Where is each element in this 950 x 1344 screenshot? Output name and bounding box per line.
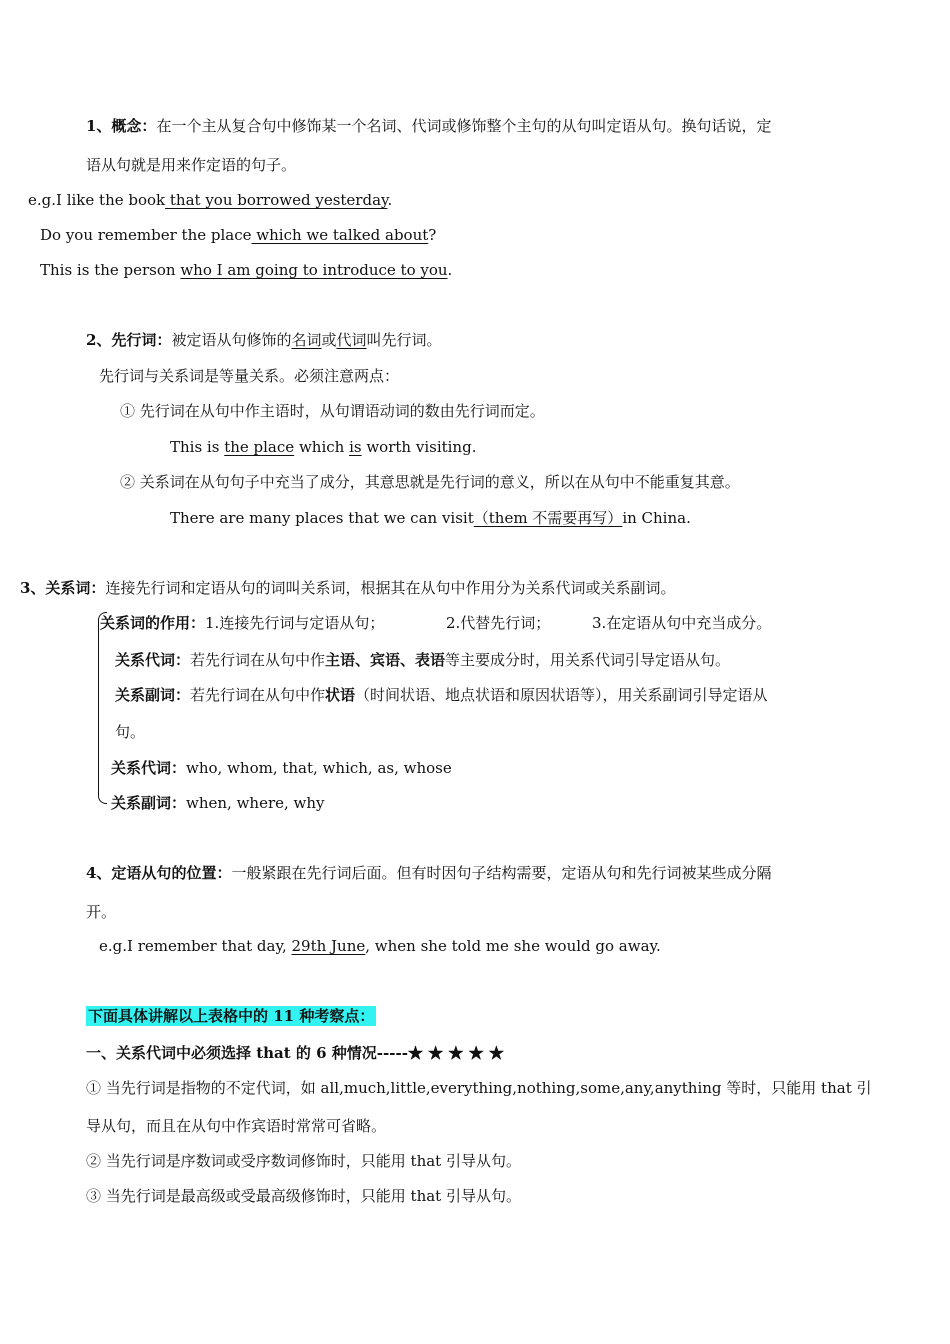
pronoun-text-2: 等主要成分时，用关系代词引导定语从句。 (445, 651, 731, 669)
section-4-example-end: , when she told me she would go away. (365, 937, 661, 955)
example-2-end: ? (428, 226, 437, 244)
section-1-title: 1、概念： (86, 117, 157, 135)
pronoun-text-1: 若先行词在从句中作 (190, 651, 326, 669)
case-1-cont: 导从句，而且在从句中作宾语时常常可省略。 (86, 1117, 387, 1135)
example-2 (40, 225, 436, 245)
point-2-example (170, 508, 691, 528)
relative-pronoun-desc (115, 650, 730, 670)
section-2-line-1 (86, 330, 442, 350)
brace-icon (98, 612, 107, 804)
noun-underlined: 名词 (291, 331, 322, 349)
point-2-example-text: There are many places that we can visit (170, 509, 474, 527)
section-2-title: 2、先行词： (86, 331, 172, 349)
point-1-example-antecedent: the place (224, 438, 295, 456)
point-1: ① 先行词在从句中作主语时，从句谓语动词的数由先行词而定。 (120, 402, 545, 420)
section-1-text: 在一个主从复合句中修饰某一个名词、代词或修饰整个主句的从句叫定语从句。换句话说，定 (156, 117, 772, 135)
adverb-text-2: （时间状语、地点状语和原因状语等），用关系副词引导定语从 (355, 686, 768, 704)
example-3-end: . (447, 261, 453, 279)
example-1-clause: that you borrowed yesterday (165, 191, 388, 209)
adverb-list: when, where, why (186, 794, 325, 812)
relative-adverb-list (111, 793, 325, 813)
section-4-title: 4、定语从句的位置： (86, 864, 232, 882)
pronoun-label: 关系代词： (115, 651, 191, 669)
section-2-end: 叫先行词。 (366, 331, 442, 349)
pronoun-list-label: 关系代词： (111, 759, 187, 777)
highlight-heading (86, 1006, 376, 1026)
section-2-line-2: 先行词与关系词是等量关系。必须注意两点： (99, 367, 400, 385)
section-4-example-date: 29th June (291, 937, 366, 955)
point-2-example-end: in China. (622, 509, 691, 527)
role-3: 3.在定语从句中充当成分。 (592, 614, 772, 632)
relative-adverb-desc (115, 685, 768, 705)
role-1: 1.连接先行词与定语从句； (205, 614, 385, 632)
adverb-list-label: 关系副词： (111, 794, 187, 812)
section-4-line-1 (86, 863, 771, 883)
section-1-text-2: 语从句就是用来作定语的句子。 (86, 156, 297, 174)
case-1: ① 当先行词是指物的不定代词，如 all,much,little,everything,nothing,some,any,anything 等时，只能用 that 引 (86, 1079, 872, 1097)
adverb-text-3: 句。 (115, 723, 146, 741)
adverb-bold: 状语 (325, 686, 356, 704)
example-2-text: Do you remember the place (40, 226, 252, 244)
that-cases-heading: 一、关系代词中必须选择 that 的 6 种情况-----★ ★ ★ ★ ★ (86, 1044, 504, 1062)
point-1-example (170, 437, 476, 457)
pronoun-list: who, whom, that, which, as, whose (186, 759, 452, 777)
pronoun-bold: 主语、宾语、表语 (325, 651, 446, 669)
roles-label: 关系词的作用： (100, 614, 206, 632)
adverb-text-1: 若先行词在从句中作 (190, 686, 326, 704)
section-3-line-1 (20, 578, 675, 598)
relative-word-roles (100, 613, 384, 633)
section-3-text: 连接先行词和定语从句的词叫关系词，根据其在从句中作用分为关系代词或关系副词。 (105, 579, 676, 597)
section-4-text: 一般紧跟在先行词后面。但有时因句子结构需要，定语从句和先行词被某些成分隔 (231, 864, 772, 882)
example-3-clause: who I am going to introduce to you (180, 261, 448, 279)
relative-pronoun-list (111, 758, 452, 778)
example-2-clause: which we talked about (251, 226, 429, 244)
section-4-example (99, 936, 661, 956)
example-1-end: . (387, 191, 393, 209)
section-1-line-1 (86, 116, 771, 136)
point-1-example-end: worth visiting. (361, 438, 477, 456)
role-2: 2.代替先行词； (446, 614, 551, 632)
case-2: ② 当先行词是序数词或受序数词修饰时，只能用 that 引导从句。 (86, 1152, 521, 1170)
example-3 (40, 260, 452, 280)
example-1-text: e.g.I like the book (28, 191, 166, 209)
section-2-or: 或 (321, 331, 337, 349)
adverb-label: 关系副词： (115, 686, 191, 704)
pronoun-underlined: 代词 (336, 331, 367, 349)
point-1-example-verb: is (349, 438, 362, 456)
point-2-example-note: （them 不需要再写） (473, 509, 623, 527)
section-4-example-text: e.g.I remember that day, (99, 937, 292, 955)
case-3: ③ 当先行词是最高级或受最高级修饰时，只能用 that 引导从句。 (86, 1187, 521, 1205)
point-1-example-text: This is (170, 438, 225, 456)
section-2-text: 被定语从句修饰的 (171, 331, 292, 349)
section-3-title: 3、关系词： (20, 579, 106, 597)
point-2: ② 关系词在从句句子中充当了成分，其意思就是先行词的意义，所以在从句中不能重复其意。 (120, 473, 740, 491)
point-1-example-mid: which (294, 438, 350, 456)
example-3-text: This is the person (40, 261, 181, 279)
example-1 (28, 190, 392, 210)
section-4-text-2: 开。 (86, 903, 117, 921)
highlight-text: 下面具体讲解以上表格中的 11 种考察点： (88, 1007, 375, 1025)
